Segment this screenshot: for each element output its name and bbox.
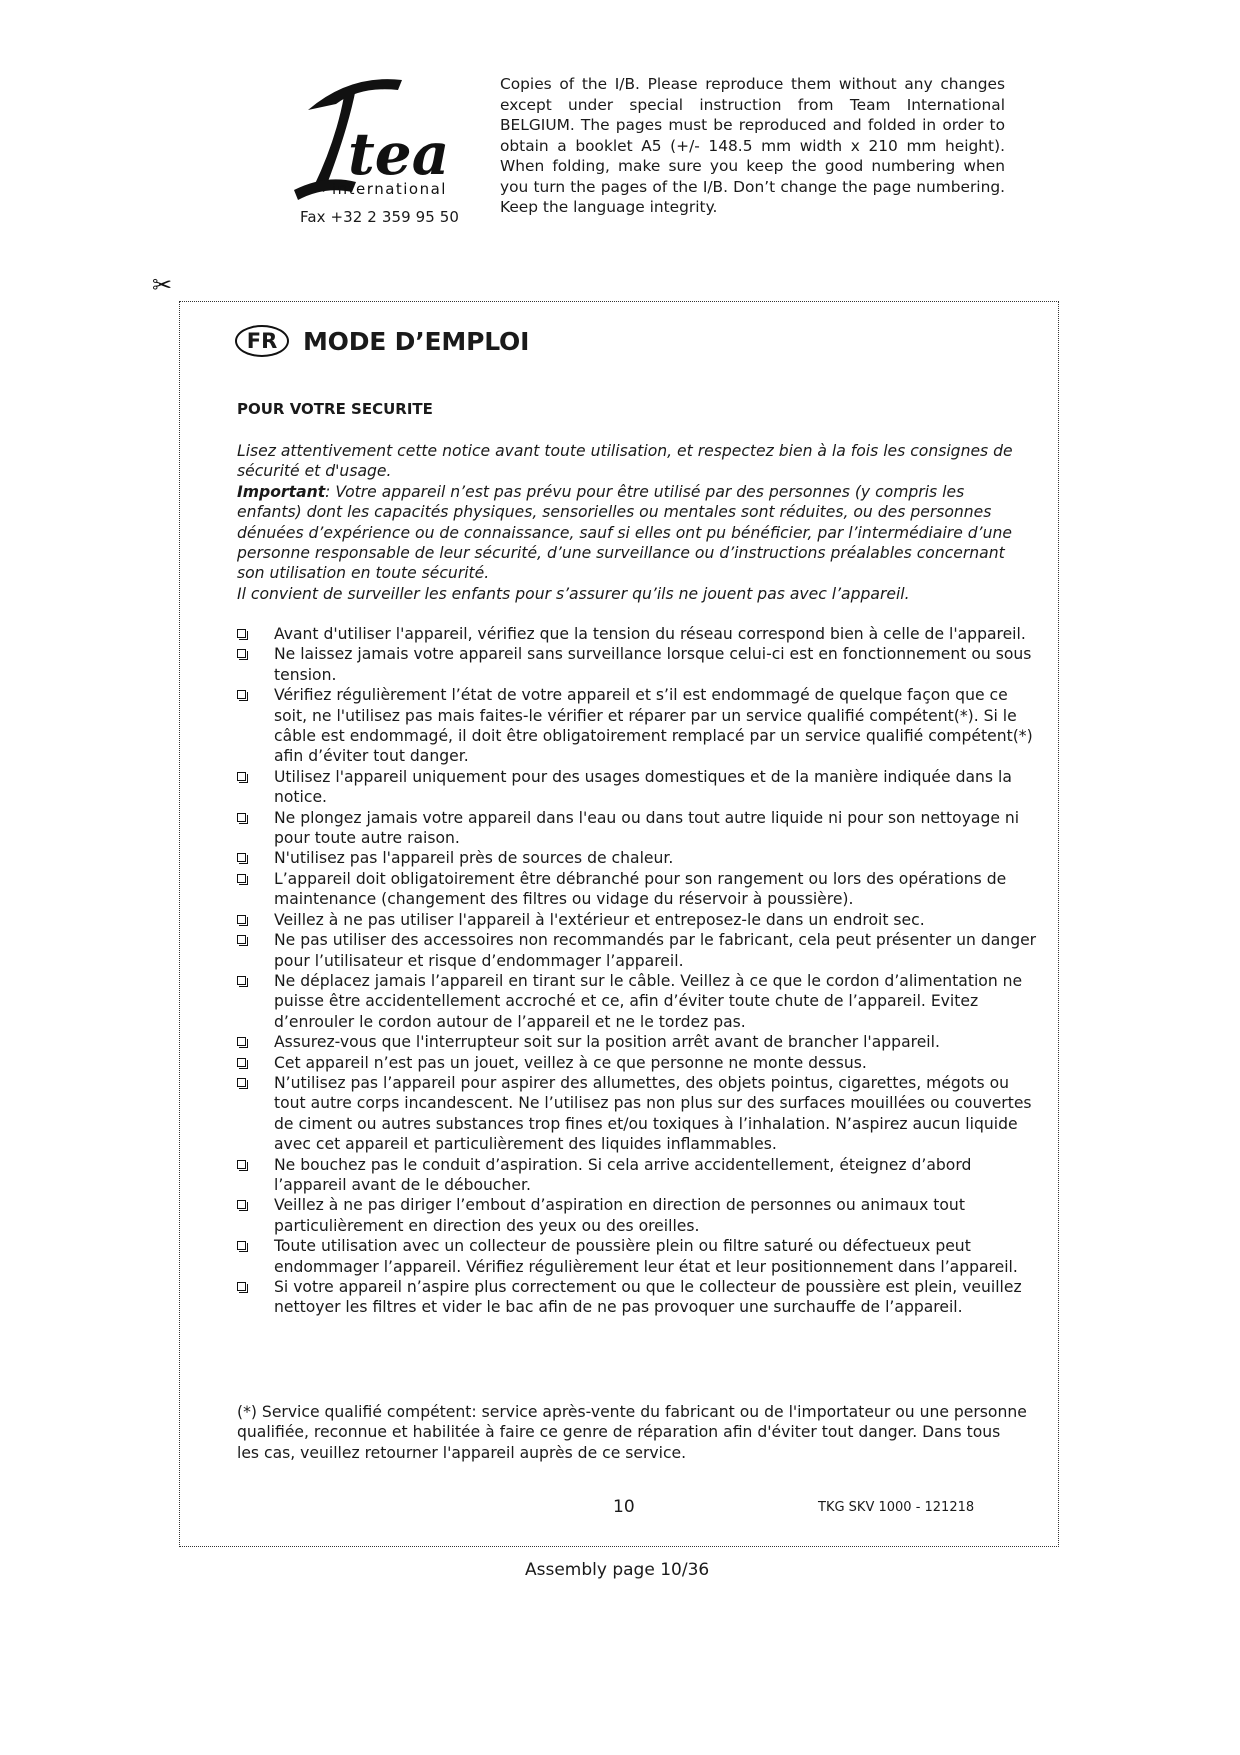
language-badge: FR <box>235 325 289 357</box>
list-item <box>237 767 1037 808</box>
list-item <box>237 1195 1037 1236</box>
list-item <box>237 848 1037 868</box>
checkbox-bullet-icon <box>237 853 246 862</box>
list-item-text: Avant d'utiliser l'appareil, vérifiez que la tension du réseau correspond bien à celle de l'appareil. <box>274 625 1026 643</box>
checkbox-bullet-icon <box>237 1160 246 1169</box>
list-item-text: Ne laissez jamais votre appareil sans surveillance lorsque celui-ci est en fonctionnement ou sous tension. <box>274 645 1032 684</box>
checkbox-bullet-icon <box>237 1241 246 1250</box>
important-text: : Votre appareil n’est pas prévu pour être utilisé par des personnes (y compris les enfants) dont les capacités physiques, sensorielles ou mentales sont réduites, ou des personnes dénuées d’expérience ou de connaissance, sauf si elles ont pu bénéficier, par l’intermédiaire d’une personne responsable de leur sécurité, d’une surveillance ou d’instructions préalables concernant son utilisation en toute sécurité. <box>237 482 1012 583</box>
checkbox-bullet-icon <box>237 935 246 944</box>
list-item-text: Ne bouchez pas le conduit d’aspiration. Si cela arrive accidentellement, éteignez d’abord l’appareil avant de le déboucher. <box>274 1155 972 1194</box>
list-item <box>237 808 1037 849</box>
checkbox-bullet-icon <box>237 649 246 658</box>
important-paragraph <box>237 482 1027 584</box>
safety-list <box>237 624 1037 1318</box>
section-heading: POUR VOTRE SECURITE <box>237 400 433 418</box>
list-item-text: Assurez-vous que l'interrupteur soit sur la position arrêt avant de brancher l'appareil. <box>274 1033 940 1052</box>
checkbox-bullet-icon <box>237 1282 246 1291</box>
list-item-text: Ne déplacez jamais l’appareil en tirant sur le câble. Veillez à ce que le cordon d’alimentation ne puisse être accidentellement accroché et ce, afin d’éviter toute chute de l’appareil. Evitez d’enrouler le cordon autour de l’appareil et ne le tordez pas. <box>274 971 1023 1031</box>
list-item <box>237 1073 1037 1155</box>
list-item-text: Si votre appareil n’aspire plus correctement ou que le collecteur de poussière est plein, veuillez nettoyer les filtres et vider le bac afin de ne pas provoquer une surchauffe de l’appareil. <box>274 1278 1022 1317</box>
checkbox-bullet-icon <box>237 813 246 822</box>
list-item-text: Utilisez l'appareil uniquement pour des usages domestiques et de la manière indiquée dans la notice. <box>274 767 1012 807</box>
list-item <box>237 1155 1037 1196</box>
list-item <box>237 1053 1037 1073</box>
list-item-text: Toute utilisation avec un collecteur de poussière plein ou filtre saturé ou défectueux peut endommager l’appareil. Vérifiez régulièrement leur état et leur positionnement dans l’appareil. <box>274 1237 1018 1276</box>
list-item <box>237 1277 1037 1318</box>
logo-graphic <box>290 70 450 210</box>
page-header <box>235 323 529 359</box>
checkbox-bullet-icon <box>237 690 246 699</box>
copies-notice: Copies of the I/B. Please reproduce them without any changes except under special instruction from Team International BELGIUM. The pages must be reproduced and folded in order to obtain a booklet A5 (+/- 148.5 mm width x 210 mm height). When folding, make sure you keep the good numbering when you turn the pages of the I/B. Don’t change the page numbering. Keep the language integrity. <box>500 75 1005 216</box>
list-item-text: N'utilisez pas l'appareil près de sources de chaleur. <box>274 849 674 868</box>
document-code: TKG SKV 1000 - 121218 <box>818 1500 975 1515</box>
list-item <box>237 930 1037 971</box>
list-item-text: Veillez à ne pas utiliser l'appareil à l'extérieur et entreposez-le dans un endroit sec. <box>274 910 925 929</box>
list-item <box>237 644 1037 685</box>
list-item <box>237 685 1037 767</box>
list-item-text: Veillez à ne pas diriger l’embout d’aspiration en direction de personnes ou animaux tout particulièrement en direction des yeux ou des oreilles. <box>274 1196 965 1235</box>
list-item-text: Vérifiez régulièrement l’état de votre appareil et s’il est endommagé de quelque façon que ce soit, ne l'utilisez pas mais faites-le vérifier et réparer par un service qualifié compétent(*). Si le câble est endommagé, il doit être obligatoirement remplacé par un service qualifié compétent(*) afin d’éviter tout danger. <box>274 686 1033 766</box>
team-international-logo <box>290 70 450 210</box>
list-item-text: L’appareil doit obligatoirement être débranché pour son rangement ou lors des opérations de maintenance (changement des filtres ou vidage du réservoir à poussière). <box>274 869 1007 909</box>
checkbox-bullet-icon <box>237 915 246 924</box>
assembly-page-label: Assembly page 10/36 <box>525 1560 710 1580</box>
checkbox-bullet-icon <box>237 1078 246 1087</box>
safety-intro <box>237 441 1027 604</box>
page-title: MODE D’EMPLOI <box>303 326 530 356</box>
page-number: 10 <box>613 1497 635 1517</box>
list-item <box>237 971 1037 1032</box>
list-item <box>237 910 1037 930</box>
children-paragraph: Il convient de surveiller les enfants pour s’assurer qu’ils ne jouent pas avec l’appareil. <box>237 584 910 603</box>
list-item-text: Ne pas utiliser des accessoires non recommandés par le fabricant, cela peut présenter un danger pour l’utilisateur et risque d’endommager l’appareil. <box>274 931 1037 970</box>
checkbox-bullet-icon <box>237 976 246 985</box>
list-item-text: Ne plongez jamais votre appareil dans l'eau ou dans tout autre liquide ni pour son nettoyage ni pour toute autre raison. <box>274 808 1020 848</box>
fax-number: Fax +32 2 359 95 50 <box>300 208 460 226</box>
checkbox-bullet-icon <box>237 629 246 638</box>
list-item-text: Cet appareil n’est pas un jouet, veillez à ce que personne ne monte dessus. <box>274 1053 867 1072</box>
list-item <box>237 869 1037 910</box>
important-label: Important <box>237 482 326 501</box>
checkbox-bullet-icon <box>237 1037 246 1046</box>
intro-paragraph: Lisez attentivement cette notice avant toute utilisation, et respectez bien à la fois les consignes de sécurité et d'usage. <box>237 442 1013 481</box>
logo-subtitle: international <box>332 180 447 198</box>
checkbox-bullet-icon <box>237 874 246 883</box>
checkbox-bullet-icon <box>237 1200 246 1209</box>
list-item <box>237 1032 1037 1052</box>
footnote: (*) Service qualifié compétent: service après-vente du fabricant ou de l'importateur ou une personne qualifiée, reconnue et habilitée à faire ce genre de réparation afin d'éviter tout danger. Dans tous les cas, veuillez retourner l'appareil auprès de ce service. <box>237 1403 1027 1462</box>
list-item-text: N’utilisez pas l’appareil pour aspirer des allumettes, des objets pointus, cigarettes, mégots ou tout autre corps incandescent. Ne l’utilisez pas non plus sur des surfaces mouillées ou couvertes de ciment ou autres substances trop fines et/ou toxiques à l’inhalation. N’aspirez aucun liquide avec cet appareil et particulièrement des liquides inflammables. <box>274 1073 1032 1154</box>
scissors-icon: ✂ <box>152 271 173 299</box>
logo-wordmark: tea <box>348 120 450 188</box>
checkbox-bullet-icon <box>237 772 246 781</box>
list-item <box>237 624 1037 644</box>
checkbox-bullet-icon <box>237 1058 246 1067</box>
list-item <box>237 1236 1037 1277</box>
